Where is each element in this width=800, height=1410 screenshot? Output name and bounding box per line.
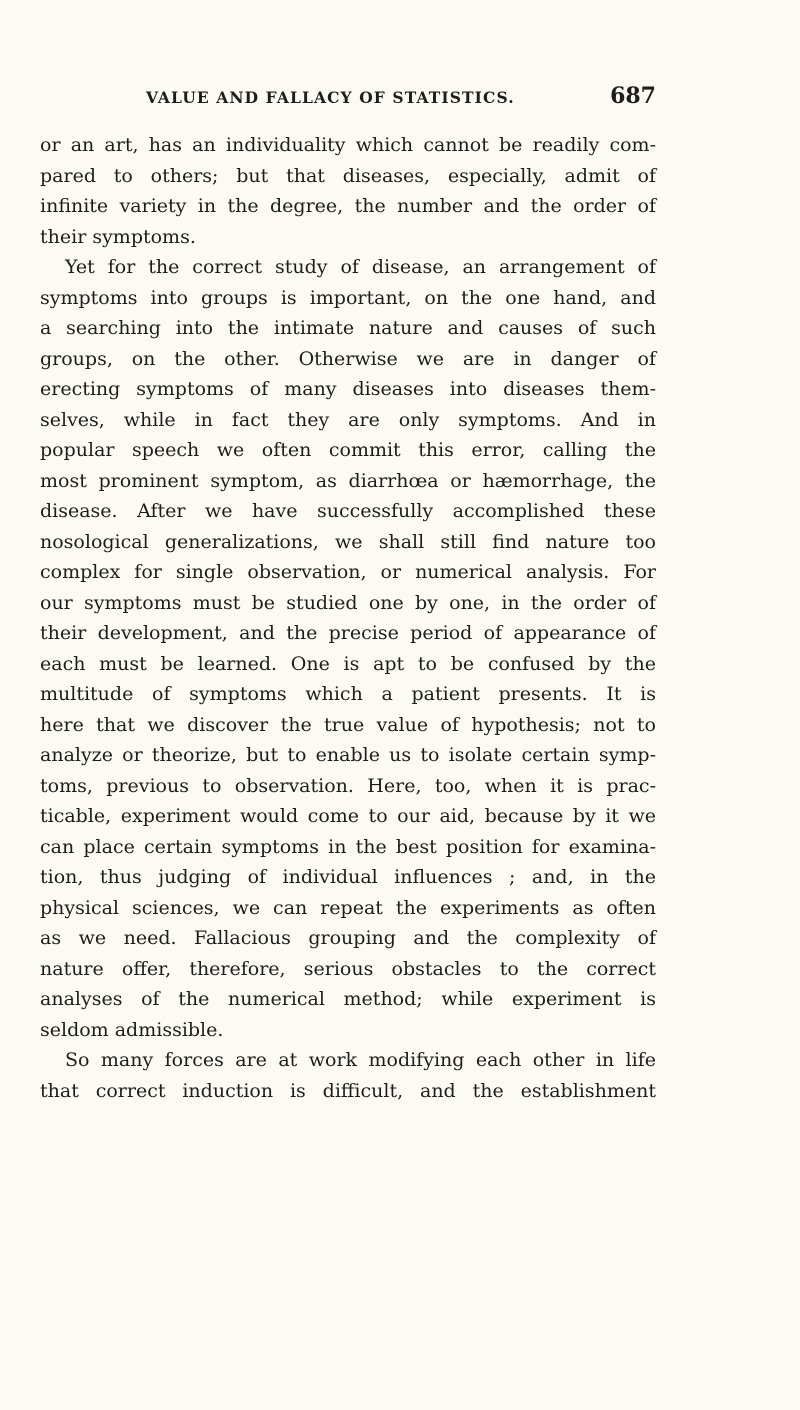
text-line: their development, and the precise period of appearance of xyxy=(40,622,656,644)
text-line: popular speech we often commit this error, calling the xyxy=(40,439,656,461)
text-line: seldom admissible. xyxy=(40,1018,224,1041)
text-line: our symptoms must be studied one by one, in the order of xyxy=(40,591,656,614)
text-line: So many forces are at work modifying each other in life xyxy=(65,1049,656,1071)
page-number: 687 xyxy=(610,83,656,109)
text-line: that correct induction is difficult, and the establishment xyxy=(40,1079,656,1102)
text-line: or an art, has an individuality which cannot be readily com- xyxy=(40,134,656,156)
text-line: a searching into the intimate nature and causes of such xyxy=(40,317,656,339)
text-line: disease. After we have successfully accomplished these xyxy=(40,500,656,522)
text-line: analyze or theorize, but to enable us to isolate certain symp- xyxy=(40,744,656,766)
text-line: infinite variety in the degree, the number and the order of xyxy=(40,195,656,217)
text-line: can place certain symptoms in the best position for examina- xyxy=(40,835,656,858)
text-line: multitude of symptoms which a patient presents. It is xyxy=(40,683,656,705)
text-line: most prominent symptom, as diarrhœa or hæmorrhage, the xyxy=(40,469,656,492)
text-line: each must be learned. One is apt to be confused by the xyxy=(40,652,656,675)
text-line: ticable, experiment would come to our aid, because by it we xyxy=(40,805,656,827)
text-line: complex for single observation, or numerical analysis. For xyxy=(40,561,656,583)
text-line: physical sciences, we can repeat the experiments as often xyxy=(40,896,656,919)
text-line: nature offer, therefore, serious obstacles to the correct xyxy=(40,957,656,980)
text-line: groups, on the other. Otherwise we are in danger of xyxy=(40,347,656,370)
running-head xyxy=(146,83,656,114)
text-line: their symptoms. xyxy=(40,225,196,248)
text-line: nosological generalizations, we shall still find nature too xyxy=(40,530,656,553)
text-line: here that we discover the true value of hypothesis; not to xyxy=(40,713,656,736)
body-text xyxy=(40,130,656,1106)
text-line: selves, while in fact they are only symptoms. And in xyxy=(40,408,656,431)
text-line: as we need. Fallacious grouping and the complexity of xyxy=(40,927,656,949)
text-line: symptoms into groups is important, on the one hand, and xyxy=(40,286,656,309)
running-title: VALUE AND FALLACY OF STATISTICS. xyxy=(146,88,515,107)
text-line: erecting symptoms of many diseases into diseases them- xyxy=(40,378,656,400)
text-line: toms, previous to observation. Here, too, when it is prac- xyxy=(40,774,656,797)
text-line: analyses of the numerical method; while experiment is xyxy=(40,988,656,1010)
text-line: Yet for the correct study of disease, an arrangement of xyxy=(65,256,656,278)
text-line: pared to others; but that diseases, especially, admit of xyxy=(40,164,656,187)
text-line: tion, thus judging of individual influences ; and, in the xyxy=(40,866,656,888)
